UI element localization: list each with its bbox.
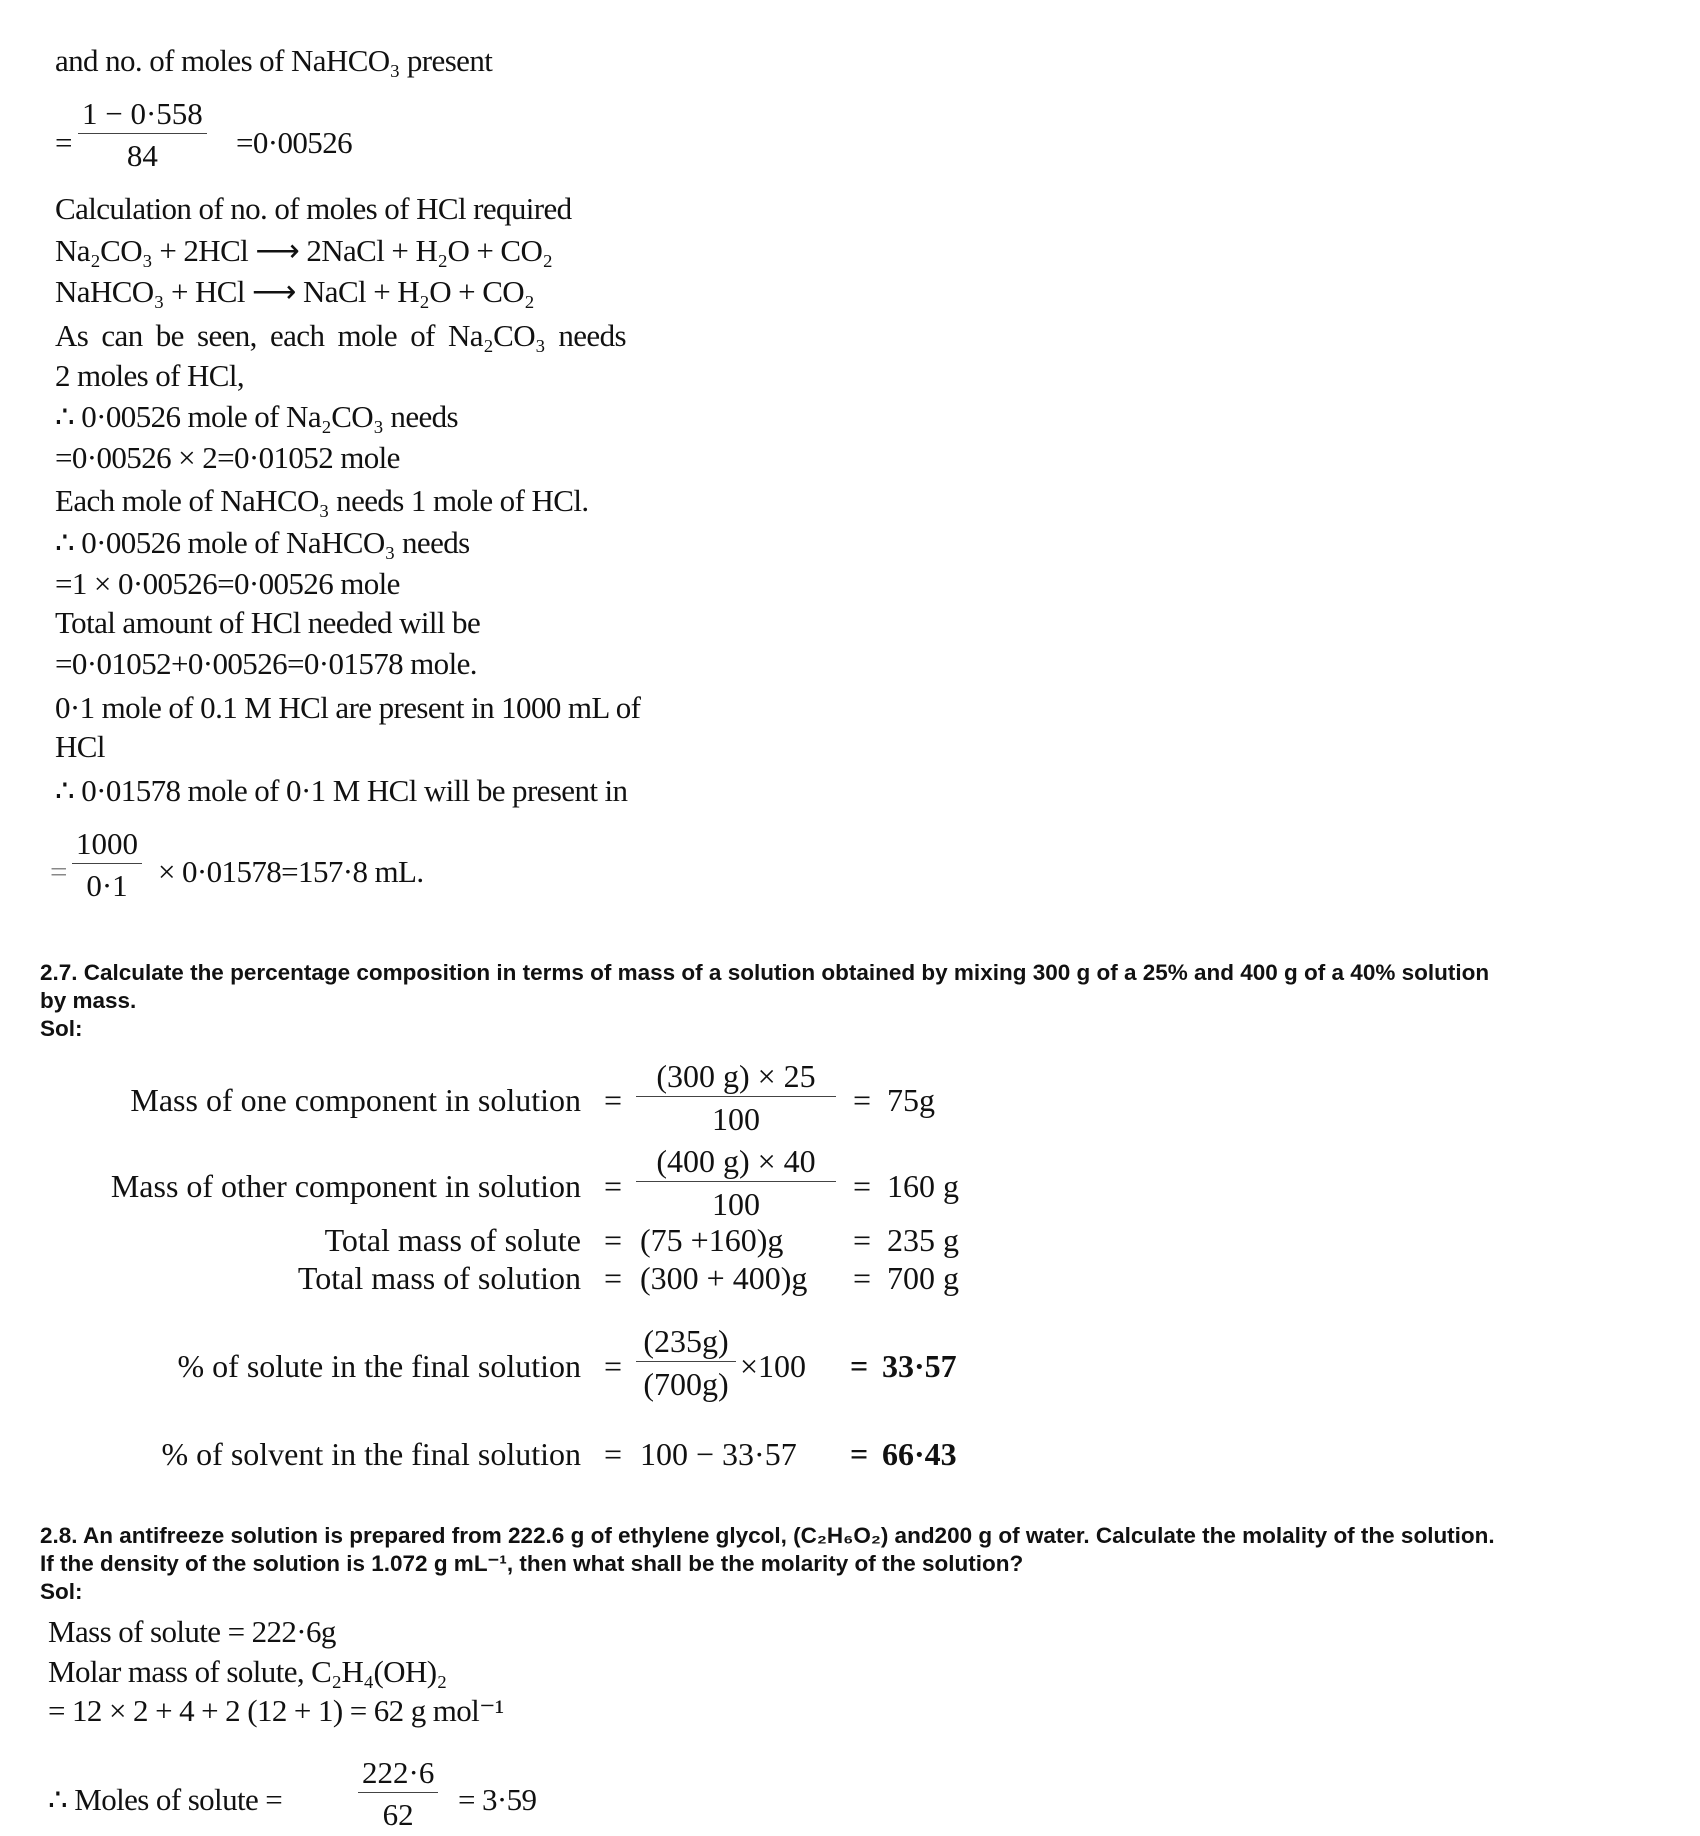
- equals-sign: =: [604, 1082, 623, 1118]
- numerator: (235g): [636, 1325, 736, 1362]
- numerator: 1 − 0·558: [78, 98, 207, 134]
- sol-label: Sol:: [40, 1016, 83, 1041]
- equals-sign: =: [604, 1348, 623, 1384]
- denominator: 100: [712, 1101, 760, 1137]
- text-line: Calculation of no. of moles of HCl required: [55, 191, 572, 226]
- text-line: ∴ 0·01578 mole of 0·1 M HCl will be present in: [55, 773, 628, 808]
- fraction: [636, 1325, 736, 1400]
- row-label: Total mass of solution: [297, 1260, 581, 1296]
- equals-sign: =: [604, 1436, 623, 1472]
- text-line: ∴ 0·00526 mole of Na₂CO₃ needs: [55, 399, 459, 434]
- fraction: [358, 1757, 438, 1830]
- multiplier: ×100: [740, 1348, 807, 1384]
- row-result: 235 g: [887, 1222, 959, 1258]
- equals-sign: =: [604, 1260, 623, 1296]
- denominator: (700g): [643, 1366, 729, 1402]
- equals-sign: =: [850, 1348, 869, 1384]
- equals-sign: =: [604, 1222, 623, 1258]
- fraction: [636, 1060, 836, 1135]
- text-line: Each mole of NaHCO₃ needs 1 mole of HCl.: [55, 483, 589, 518]
- row-result: 700 g: [887, 1260, 959, 1296]
- numerator: (400 g) × 40: [636, 1145, 836, 1182]
- row-label: Mass of other component in solution: [110, 1168, 581, 1204]
- fraction-result: = 3·59: [458, 1782, 537, 1817]
- numerator: 222·6: [358, 1757, 438, 1793]
- row-result: 66·43: [882, 1436, 957, 1472]
- row-result: 33·57: [882, 1348, 957, 1384]
- row-result: 160 g: [887, 1168, 959, 1204]
- text-line: 0·1 mole of 0.1 M HCl are present in 1000 mL of: [55, 690, 641, 725]
- numerator: (300 g) × 25: [636, 1060, 836, 1097]
- fraction: [78, 98, 207, 171]
- text-line: =1 × 0·00526=0·00526 mole: [55, 566, 400, 601]
- equals-sign: =: [853, 1222, 872, 1258]
- text-line: As can be seen, each mole of Na₂CO₃ needs: [55, 318, 626, 353]
- equation-line: NaHCO₃ + HCl ⟶ NaCl + H₂O + CO₂: [55, 274, 535, 309]
- denominator: 100: [712, 1186, 760, 1222]
- numerator: 1000: [72, 828, 142, 864]
- text-line: ∴ 0·00526 mole of NaHCO₃ needs: [55, 525, 470, 560]
- text-line: Molar mass of solute, C₂H₄(OH)₂: [48, 1654, 447, 1689]
- text-line: HCl: [55, 729, 105, 764]
- text-line: =0·01052+0·00526=0·01578 mole.: [55, 646, 477, 681]
- fraction-result: =0·00526: [236, 125, 353, 160]
- row-label: Mass of one component in solution: [130, 1082, 581, 1118]
- question-2-8: 2.8. An antifreeze solution is prepared from 222.6 g of ethylene glycol, (C₂H₆O₂) and200 g of water. Calculate the molality of the solution.: [40, 1523, 1495, 1548]
- equals-sign: =: [850, 1436, 869, 1472]
- text-line: 2 moles of HCl,: [55, 358, 245, 393]
- denominator: 62: [382, 1797, 414, 1832]
- text-line: =0·00526 × 2=0·01052 mole: [55, 440, 400, 475]
- question-2-7: 2.7. Calculate the percentage composition in terms of mass of a solution obtained by mixing 300 g of a 25% and 400 g of a 40% solution: [40, 960, 1490, 985]
- text-line: and no. of moles of NaHCO₃ present: [55, 43, 493, 78]
- equation-line: Na₂CO₃ + 2HCl ⟶ 2NaCl + H₂O + CO₂: [55, 233, 553, 268]
- row-expression: (300 + 400)g: [640, 1260, 808, 1296]
- fraction: [636, 1145, 836, 1220]
- text-line: Total amount of HCl needed will be: [55, 605, 481, 640]
- row-expression: 100 − 33·57: [640, 1436, 797, 1472]
- row-expression: (75 +160)g: [640, 1222, 784, 1258]
- row-label: % of solvent in the final solution: [161, 1436, 581, 1472]
- fraction-result: × 0·01578=157·8 mL.: [158, 854, 424, 889]
- equals-sign: =: [50, 854, 67, 889]
- text-line: Mass of solute = 222·6g: [48, 1614, 336, 1649]
- equals-sign: =: [604, 1168, 623, 1204]
- row-result: 75g: [887, 1082, 935, 1118]
- denominator: 0·1: [86, 868, 128, 903]
- denominator: 84: [126, 138, 158, 173]
- equals-sign: =: [853, 1260, 872, 1296]
- question-2-8-cont: If the density of the solution is 1.072 g mL⁻¹, then what shall be the molarity of the solution?: [40, 1551, 1024, 1576]
- sol-label: Sol:: [40, 1579, 83, 1604]
- equals-sign: =: [853, 1082, 872, 1118]
- row-label: Total mass of solute: [324, 1222, 581, 1258]
- equals-sign: =: [853, 1168, 872, 1204]
- equals-sign: =: [55, 125, 72, 160]
- fraction: [72, 828, 142, 901]
- question-2-7-cont: by mass.: [40, 988, 137, 1013]
- text-line: ∴ Moles of solute =: [48, 1782, 283, 1817]
- text-line: = 12 × 2 + 4 + 2 (12 + 1) = 62 g mol⁻¹: [48, 1693, 504, 1728]
- row-label: % of solute in the final solution: [177, 1348, 581, 1384]
